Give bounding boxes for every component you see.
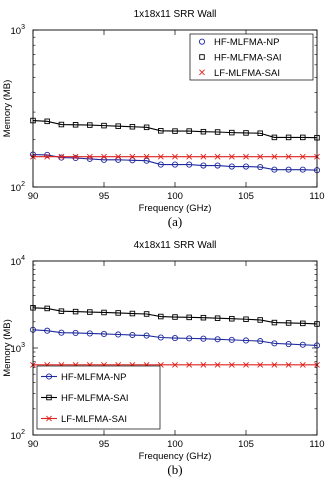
y-tick-base: 10 [10, 431, 22, 442]
y-tick-exponent: 4 [21, 255, 25, 262]
legend-label: HF-MLFMA-SAI [61, 393, 129, 404]
y-tick-label [11, 181, 26, 194]
x-tick-label: 110 [309, 191, 325, 202]
y-tick-label [11, 24, 26, 37]
series-lf-mlfma-sai [30, 154, 319, 159]
figure-caption: (a) [167, 214, 183, 229]
y-tick-label [11, 429, 26, 442]
x-axis-label: Frequency (GHz) [138, 451, 212, 462]
y-tick-base: 10 [10, 183, 22, 194]
x-tick-label: 100 [167, 191, 183, 202]
x-tick-label: 110 [309, 439, 325, 450]
x-tick-label: 95 [98, 439, 110, 450]
chart-title: 1x18x11 SRR Wall [133, 9, 217, 20]
y-tick-base: 10 [10, 257, 22, 268]
series-hf-mlfma-sai [31, 118, 320, 140]
legend [37, 366, 160, 429]
y-axis-label: Memory (MB) [2, 79, 13, 138]
x-tick-label: 90 [27, 191, 39, 202]
series-line [33, 308, 317, 324]
x-tick-label: 100 [167, 439, 183, 450]
y-tick-base: 10 [10, 344, 22, 355]
y-tick-exponent: 3 [21, 342, 25, 349]
legend-label: HF-MLFMA-SAI [214, 52, 282, 64]
figure-caption: (b) [167, 462, 183, 477]
series-line [33, 330, 317, 346]
series-hf-mlfma-np [30, 327, 319, 348]
legend-label: HF-MLFMA-NP [61, 372, 127, 383]
y-tick-exponent: 3 [21, 24, 25, 31]
legend [190, 34, 313, 80]
series-hf-mlfma-sai [31, 305, 320, 326]
y-tick-base: 10 [10, 26, 22, 37]
y-axis-label: Memory (MB) [2, 319, 13, 377]
x-tick-label: 90 [27, 439, 39, 450]
x-axis-label: Frequency (GHz) [138, 203, 212, 214]
y-tick-label [11, 255, 26, 268]
y-tick-exponent: 2 [21, 429, 25, 436]
chart-panel-a [2, 9, 325, 229]
x-tick-label: 105 [238, 191, 254, 202]
x-tick-label: 105 [238, 439, 254, 450]
chart-title: 4x18x11 SRR Wall [133, 240, 217, 251]
legend-label: HF-MLFMA-NP [214, 37, 280, 49]
x-tick-label: 95 [98, 191, 110, 202]
y-tick-exponent: 2 [21, 181, 25, 188]
legend-label: LF-MLFMA-SAI [61, 414, 127, 425]
chart-panel-b [2, 240, 325, 477]
legend-label: LF-MLFMA-SAI [214, 67, 280, 79]
